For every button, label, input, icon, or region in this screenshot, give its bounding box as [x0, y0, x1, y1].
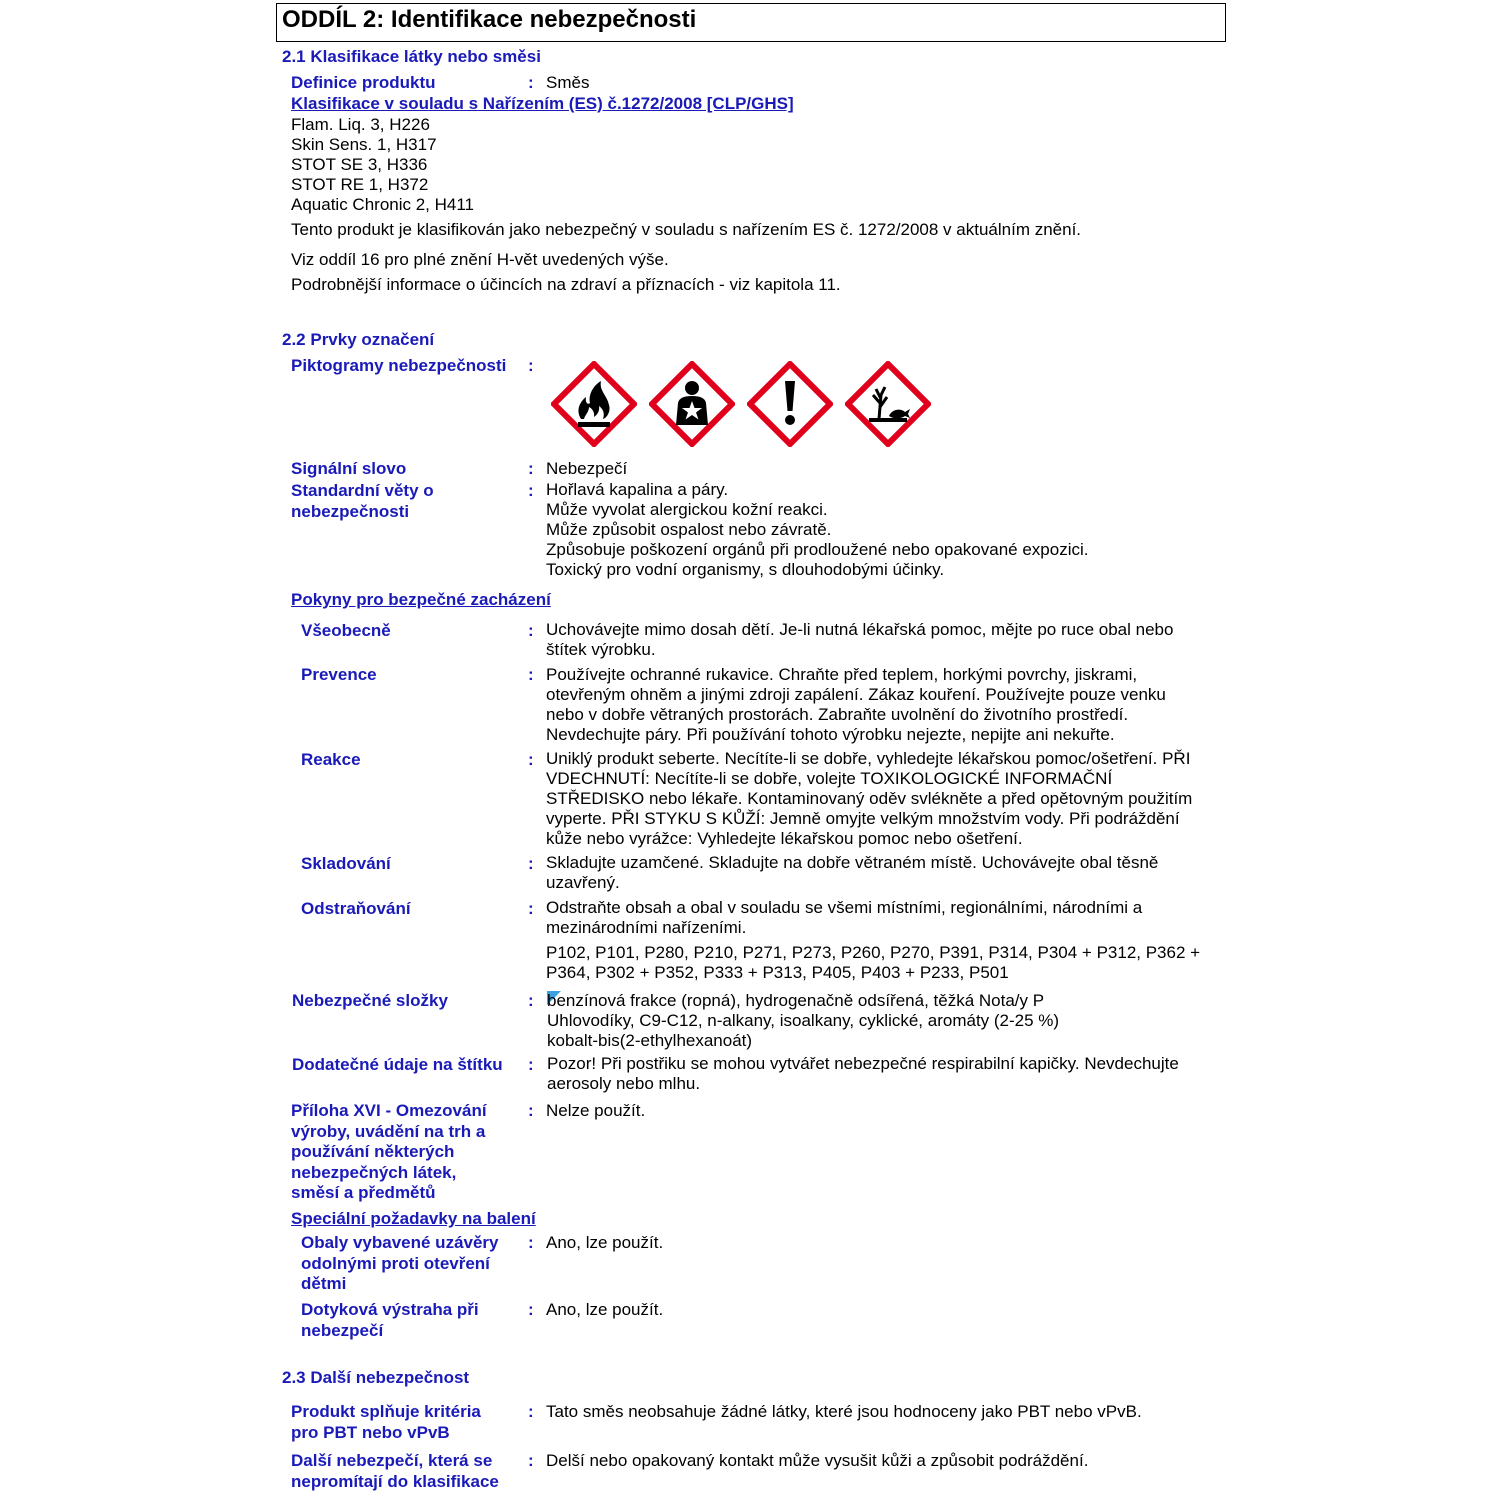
skladovani-value [546, 853, 1158, 893]
h-statement: Způsobuje poškození orgánů při prodloužené nebo opakované expozici. [546, 540, 1089, 559]
ingredient: benzínová frakce (ropná), hydrogenačně odsířená, těžká Nota/y P [547, 991, 1045, 1010]
classification-item: Aquatic Chronic 2, H411 [291, 195, 475, 214]
slozky-label: Nebezpečné složky [292, 991, 448, 1010]
colon: : [528, 459, 534, 478]
reakce-value [546, 749, 1192, 849]
odstranovani-label: Odstraňování [301, 899, 411, 918]
definice-value: Směs [546, 73, 590, 92]
text-line: nebo v dobře větraných prostorách. Zabraňte uvolnění do životního prostředí. [546, 705, 1129, 724]
label-line: Standardní věty o [291, 481, 434, 500]
exclamation-pictogram [747, 361, 833, 447]
vseobecne-value [546, 620, 1173, 660]
classification-item: STOT RE 1, H372 [291, 175, 429, 194]
note-section16: Viz oddíl 16 pro plné znění H-vět uvedených výše. [291, 250, 669, 269]
colon: : [528, 1451, 534, 1470]
note-classified: Tento produkt je klasifikován jako nebezpečný v souladu s nařízením ES č. 1272/2008 v aktuálním znění. [291, 220, 1082, 239]
text-line: Odstraňte obsah a obal v souladu se všemi místními, regionálními, národními a [546, 898, 1143, 917]
colon: : [528, 356, 534, 375]
h-statement: Hořlavá kapalina a páry. [546, 480, 729, 499]
dodatecne-value [547, 1054, 1179, 1094]
label-line: odolnými proti otevření [301, 1253, 490, 1273]
dalsi-label [291, 1451, 499, 1492]
h-statement: Toxický pro vodní organismy, s dlouhodobými účinky. [546, 560, 945, 579]
text-line: štítek výrobku. [546, 640, 656, 659]
heading-2-1: 2.1 Klasifikace látky nebo směsi [282, 47, 541, 66]
prevence-label: Prevence [301, 665, 377, 684]
skladovani-label: Skladování [301, 854, 391, 873]
label-line: nebezpečí [301, 1320, 384, 1340]
health-hazard-pictogram [649, 361, 735, 447]
section-title: ODDÍL 2: Identifikace nebezpečnosti [282, 6, 697, 33]
label-line: nebezpečnosti [291, 501, 410, 521]
label-line: Obaly vybavené uzávěry [301, 1233, 499, 1252]
colon: : [528, 899, 534, 918]
priloha-value: Nelze použít. [546, 1101, 646, 1120]
label-line: používání některých [291, 1142, 455, 1161]
pokyny-link[interactable]: Pokyny pro bezpečné zacházení [291, 590, 551, 609]
text-line: vyperte. PŘI STYKU S KŮŽÍ: Jemně omyjte velkým množstvím vody. Při podráždění [546, 809, 1180, 828]
text-line: aerosoly nebo mlhu. [547, 1074, 701, 1093]
text-line: P364, P302 + P352, P333 + P313, P405, P403 + P233, P501 [546, 963, 1009, 982]
label-line: Příloha XVI - Omezování [291, 1101, 487, 1120]
priloha-label [291, 1101, 487, 1204]
dalsi-value: Delší nebo opakovaný kontakt může vysušit kůži a způsobit podráždění. [546, 1451, 1089, 1470]
label-line: dětmi [301, 1274, 347, 1293]
text-line: P102, P101, P280, P210, P271, P273, P260, P270, P391, P314, P304 + P312, P362 + [546, 943, 1201, 962]
heading-2-2: 2.2 Prvky označení [282, 330, 435, 349]
flame-pictogram [551, 361, 637, 447]
colon: : [528, 621, 534, 640]
odstranovani-value [546, 898, 1142, 938]
heading-2-3: 2.3 Další nebezpečnost [282, 1368, 470, 1387]
note-chapter11: Podrobnější informace o účincích na zdraví a příznacích - viz kapitola 11. [291, 275, 841, 294]
colon: : [528, 73, 534, 92]
text-line: Uchovávejte mimo dosah dětí. Je-li nutná lékařská pomoc, mějte po ruce obal nebo [546, 620, 1174, 639]
colon: : [528, 991, 534, 1010]
colon: : [528, 1402, 534, 1421]
text-line: Uniklý produkt seberte. Necítíte-li se dobře, vyhledejte lékařskou pomoc/ošetření. PŘI [546, 749, 1191, 768]
prevence-value [546, 665, 1166, 745]
classification-item: Skin Sens. 1, H317 [291, 135, 437, 154]
dodatecne-label: Dodatečné údaje na štítku [292, 1055, 503, 1074]
label-line: nepromítají do klasifikace [291, 1471, 499, 1491]
dotykova-label [301, 1300, 479, 1341]
text-line: STŘEDISKO nebo lékaře. Kontaminovaný oděv svlékněte a před opětovným použitím [546, 789, 1193, 808]
text-line: VDECHNUTÍ: Necítíte-li se dobře, volejte TOXIKOLOGICKÉ INFORMAČNÍ [546, 769, 1113, 788]
label-line: pro PBT nebo vPvB [291, 1422, 450, 1442]
ingredient: kobalt-bis(2-ethylhexanoát) [547, 1031, 753, 1050]
piktogramy-label: Piktogramy nebezpečnosti [291, 356, 507, 375]
text-line: otevřeným ohněm a jinými zdroji zapálení. Zákaz kouření. Používejte pouze venku [546, 685, 1166, 704]
klasifikace-link[interactable]: Klasifikace v souladu s Nařízením (ES) č.1272/2008 [CLP/GHS] [291, 94, 794, 113]
classification-item: Flam. Liq. 3, H226 [291, 115, 430, 134]
label-line: směsí a předmětů [291, 1183, 436, 1202]
classification-item: STOT SE 3, H336 [291, 155, 428, 174]
definice-label: Definice produktu [291, 73, 436, 92]
h-statement: Může vyvolat alergickou kožní reakci. [546, 500, 828, 519]
text-line: uzavřený. [546, 873, 620, 892]
colon: : [528, 1300, 534, 1319]
pbt-value: Tato směs neobsahuje žádné látky, které jsou hodnoceny jako PBT nebo vPvB. [546, 1402, 1142, 1421]
label-line: Produkt splňuje kritéria [291, 1402, 481, 1421]
obaly-label [301, 1233, 499, 1295]
colon: : [528, 665, 534, 684]
colon: : [528, 1055, 534, 1074]
h-statement: Může způsobit ospalost nebo závratě. [546, 520, 832, 539]
text-line: Pozor! Při postřiku se mohou vytvářet nebezpečné respirabilní kapičky. Nevdechujte [547, 1054, 1179, 1073]
slozky-value [547, 991, 1059, 1051]
text-line: mezinárodními nařízeními. [546, 918, 747, 937]
classification-list [291, 115, 474, 215]
obaly-value: Ano, lze použít. [546, 1233, 664, 1252]
colon: : [528, 854, 534, 873]
signalni-value: Nebezpečí [546, 459, 628, 478]
standardni-label [291, 481, 434, 522]
signalni-label: Signální slovo [291, 459, 407, 478]
reakce-label: Reakce [301, 750, 361, 769]
p-codes [546, 943, 1200, 983]
label-line: Dotyková výstraha při [301, 1300, 479, 1319]
dotykova-value: Ano, lze použít. [546, 1300, 664, 1319]
standardni-value [546, 480, 1089, 580]
specialni-link[interactable]: Speciální požadavky na balení [291, 1209, 536, 1228]
colon: : [528, 1233, 534, 1252]
text-line: kůže nebo vyrážce: Vyhledejte lékařskou pomoc nebo ošetření. [546, 829, 1023, 848]
colon: : [528, 1101, 534, 1120]
colon: : [528, 481, 534, 500]
colon: : [528, 750, 534, 769]
pbt-label [291, 1402, 481, 1443]
text-line: Používejte ochranné rukavice. Chraňte před teplem, horkými povrchy, jiskrami, [546, 665, 1138, 684]
label-line: nebezpečných látek, [291, 1162, 457, 1182]
text-line: Skladujte uzamčené. Skladujte na dobře větraném místě. Uchovávejte obal těsně [546, 853, 1159, 872]
text-line: Nevdechujte páry. Při používání tohoto výrobku nejezte, nepijte ani nekuřte. [546, 725, 1115, 744]
label-line: Další nebezpečí, která se [291, 1451, 493, 1470]
vseobecne-label: Všeobecně [301, 621, 391, 640]
label-line: výroby, uvádění na trh a [291, 1121, 486, 1141]
environment-pictogram [845, 361, 931, 447]
ingredient: Uhlovodíky, C9-C12, n-alkany, isoalkany, cyklické, aromáty (2-25 %) [547, 1011, 1060, 1030]
